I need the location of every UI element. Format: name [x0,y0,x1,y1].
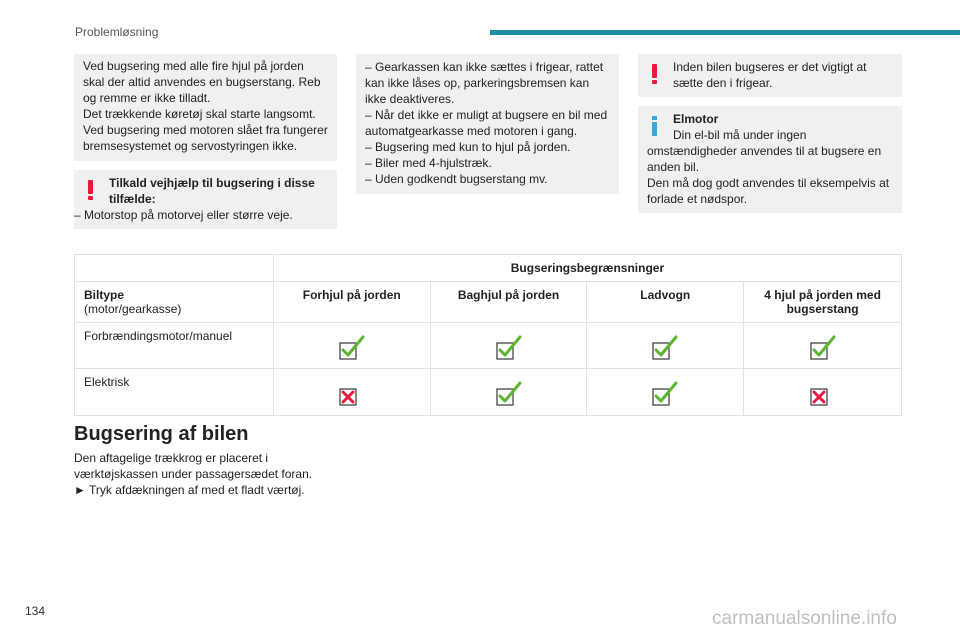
warning-title-line: Tilkald vejhjælp til bugsering i disse [109,176,315,190]
row-header-line: (motor/gearkasse) [84,302,182,316]
note-line: bremsesystemet og servostyringen ikke. [83,139,298,153]
check-icon [651,381,679,407]
check-icon [809,335,837,361]
check-icon [651,335,679,361]
column-header: Baghjul på jorden [430,282,587,323]
warning-icon [88,180,93,200]
info-icon [652,116,657,136]
note-line: – Gearkassen kan ikke sættes i frigear, rattet [365,60,604,74]
note-line: kan ikke låses op, parkeringsbremsen kan [365,76,590,90]
note-line: Ved bugsering med motoren slået fra fungerer [83,123,328,137]
table-row-header [75,282,274,323]
column-header: Ladvogn [587,282,744,323]
warning-item: – Motorstop på motorvej eller større veje. [74,208,293,222]
warning-icon [652,64,657,84]
towing-restrictions-table [74,254,902,416]
info-box-electric [638,106,902,213]
table-cell [744,323,902,369]
table-cell [430,369,587,416]
section-body [74,450,344,498]
note-box-general [74,54,337,161]
page-header-title: Problemløsning [75,25,159,39]
table-cell [273,369,430,416]
warning-box-roadside [74,170,337,229]
table-cell [587,369,744,416]
warning-box-neutral [638,54,902,97]
note-line: Din el-bil må under ingen [673,128,807,142]
table-row [75,323,902,369]
note-line: Det trækkende køretøj skal starte langsomt. [83,107,316,121]
note-line: ikke deaktiveres. [365,92,455,106]
row-header-line: Biltype [84,288,125,302]
check-icon [495,381,523,407]
cross-icon [809,381,837,407]
table-cell [430,323,587,369]
section-title: Bugsering af bilen [74,423,249,445]
page-number: 134 [25,604,46,618]
note-line: – Når det ikke er muligt at bugsere en bil med [365,108,608,122]
note-line: Inden bilen bugseres er det vigtigt at [673,60,867,74]
table-cell [273,323,430,369]
check-icon [495,335,523,361]
warning-title-line: tilfælde: [109,192,156,206]
note-line: forlade et nødspor. [647,192,748,206]
note-line: – Biler med 4-hjulstræk. [365,156,492,170]
row-label: Elektrisk [75,369,274,416]
note-line: automatgearkasse med motoren i gang. [365,124,578,138]
body-line: ► Tryk afdækningen af med et fladt værtøj. [74,483,305,497]
note-line: sætte den i frigear. [673,76,773,90]
note-line: Den må dog godt anvendes til eksempelvis at [647,176,890,190]
table-row [75,369,902,416]
note-box-cases [356,54,619,194]
note-line: – Uden godkendt bugserstang mv. [365,172,548,186]
body-line: Den aftagelige trækkrog er placeret i [74,451,269,465]
table-corner-cell [75,255,274,282]
note-line: Ved bugsering med alle fire hjul på jorden [83,59,304,73]
note-line: skal der altid anvendes en bugserstang. Reb [83,75,321,89]
table-cell [587,323,744,369]
row-label: Forbrændingsmotor/manuel [75,323,274,369]
info-title: Elmotor [673,112,719,126]
table-group-header: Bugseringsbegrænsninger [273,255,901,282]
note-line: anden bil. [647,160,700,174]
column-header: 4 hjul på jorden med bugserstang [744,282,902,323]
note-line: og remme er ikke tilladt. [83,91,211,105]
column-header: Forhjul på jorden [273,282,430,323]
check-icon [338,335,366,361]
table-cell [744,369,902,416]
body-line: værktøjskassen under passagersædet foran. [74,467,313,481]
header-accent-bar [490,30,960,35]
watermark: carmanualsonline.info [712,608,897,629]
cross-icon [338,381,366,407]
note-line: omstændigheder anvendes til at bugsere en [647,144,882,158]
note-line: – Bugsering med kun to hjul på jorden. [365,140,571,154]
